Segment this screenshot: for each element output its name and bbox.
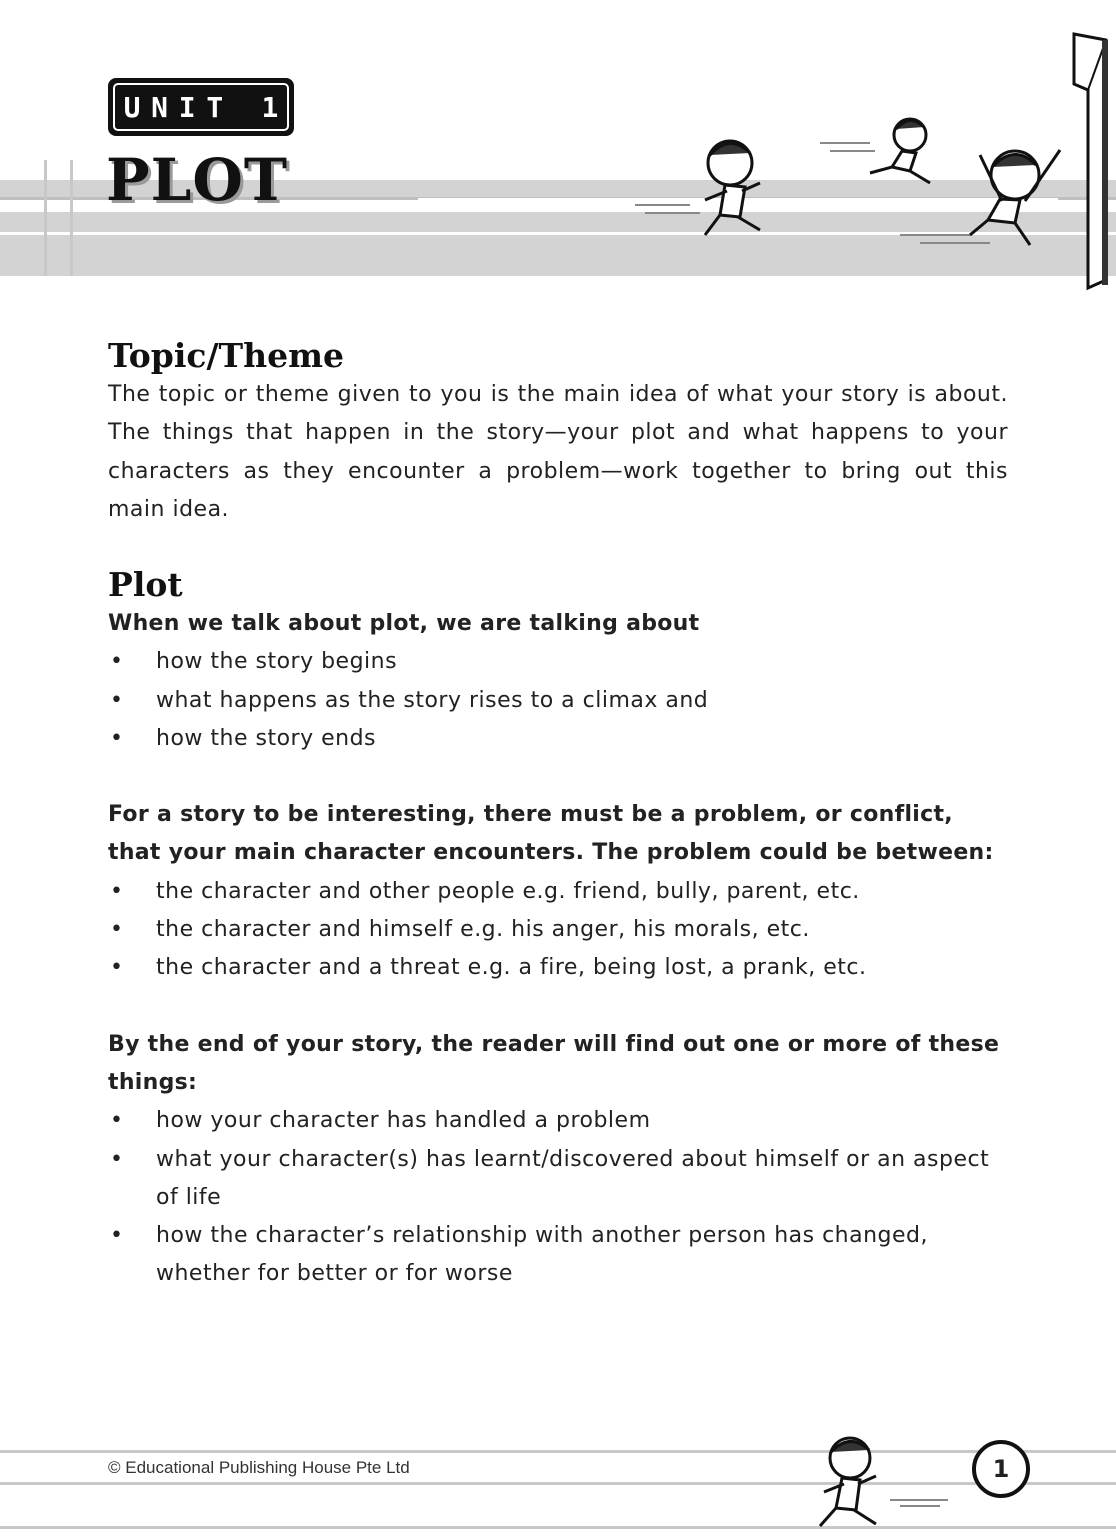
list-item: • the character and a threat e.g. a fire, being lost, a prank, etc.: [110, 955, 867, 981]
topic-section: [108, 336, 1008, 529]
list-item: • how your character has handled a problem: [110, 1108, 651, 1134]
list-item: • the character and himself e.g. his anger, his morals, etc.: [110, 917, 810, 943]
plot-lead-1: When we talk about plot, we are talking about: [108, 611, 700, 636]
plot-lead-3: By the end of your story, the reader will find out one or more of these things:: [108, 1031, 1000, 1095]
unit-number: 1: [261, 90, 279, 124]
plot-lead-2: For a story to be interesting, there must be a problem, or conflict, that your main character encounters. The problem could be between:: [108, 802, 994, 866]
footer-runner-illustration: [790, 1430, 950, 1536]
unit-letter: N: [151, 90, 169, 124]
page-number: 1: [972, 1440, 1030, 1498]
plot-section: [108, 565, 1008, 1294]
list-item: • the character and other people e.g. friend, bully, parent, etc.: [110, 878, 860, 904]
unit-letter: U: [123, 90, 141, 124]
running-kids-illustration: [630, 105, 1070, 255]
list-item: • how the story ends: [110, 725, 376, 751]
list-item: • how the story begins: [110, 649, 398, 675]
unit-letter: I: [178, 90, 196, 124]
list-item: • what your character(s) has learnt/discovered about himself or an aspect of life: [110, 1146, 990, 1210]
list-item: • what happens as the story rises to a climax and: [110, 687, 709, 713]
unit-letter: T: [206, 90, 224, 124]
unit-badge: [108, 78, 294, 136]
page-title: PLOT: [106, 146, 289, 214]
list-item: • how the character’s relationship with another person has changed, whether for better or for worse: [110, 1223, 928, 1287]
plot-list-1: [108, 643, 1008, 758]
copyright-text: © Educational Publishing House Pte Ltd: [108, 1458, 410, 1477]
plot-list-2: [108, 873, 1008, 988]
header-vline-2: [70, 160, 73, 276]
topic-paragraph: The topic or theme given to you is the main idea of what your story is about. The things that happen in the story—your plot and what happens to your characters as they encounter a problem—work together to bring out this main idea.: [108, 382, 1008, 522]
topic-heading: Topic/Theme: [108, 336, 344, 375]
header-vline-1: [44, 160, 47, 276]
plot-list-3: [108, 1102, 1008, 1293]
plot-heading: Plot: [108, 565, 183, 604]
finish-flag-illustration: [1066, 30, 1116, 292]
